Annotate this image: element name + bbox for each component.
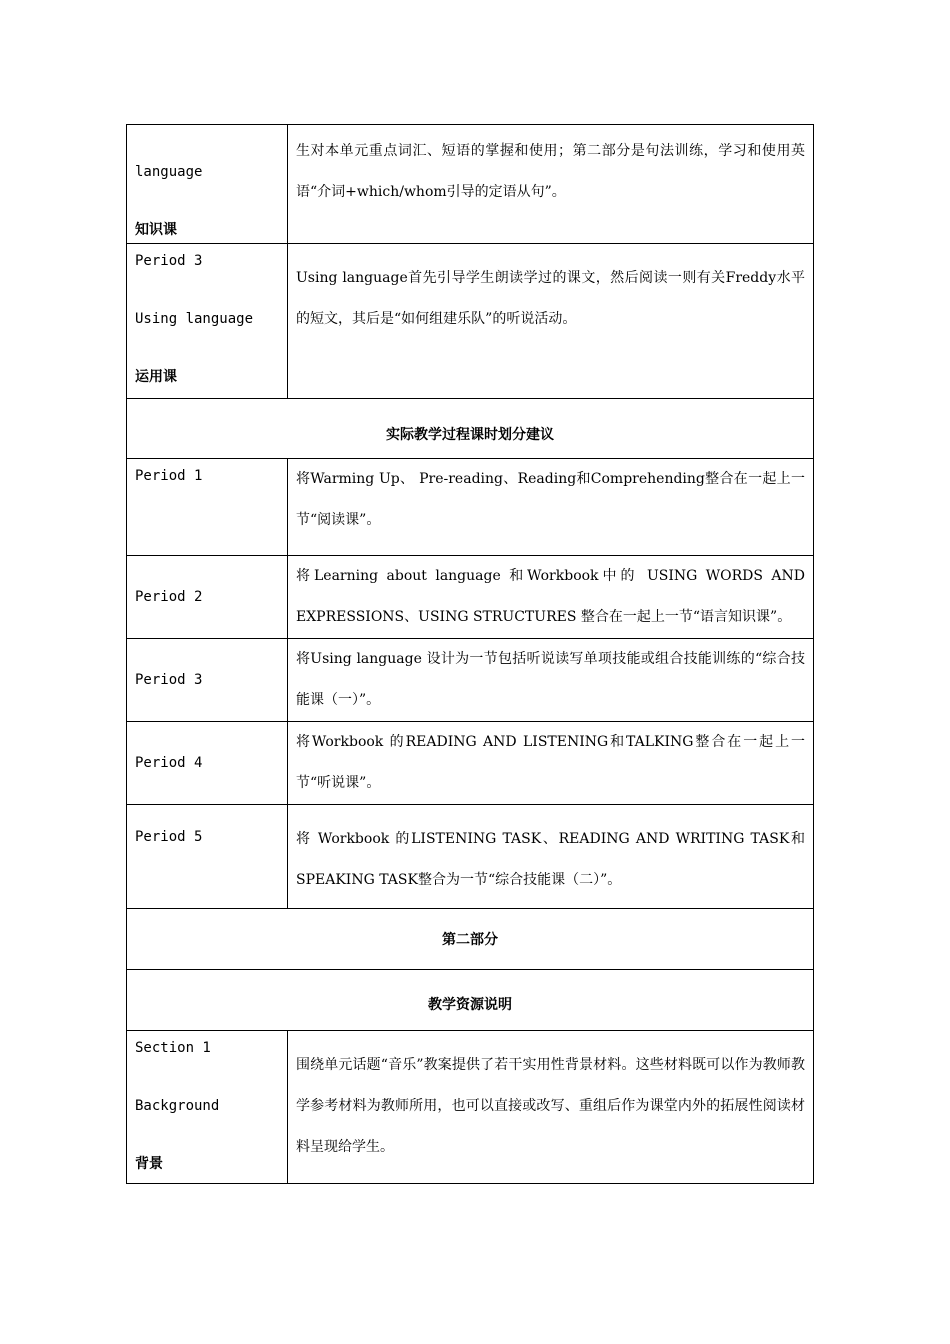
row-label-line: 知识课 bbox=[135, 222, 177, 238]
period-text: 将Learning about language 和Workbook中的 USING WORDS AND EXPRESSIONS、USING STRUCTURES 整合在一起上一节“语言知识课”。 bbox=[296, 568, 805, 625]
row-label-line: Section 1 bbox=[135, 1040, 211, 1056]
period-label-cell bbox=[127, 556, 288, 639]
table-row bbox=[127, 244, 814, 399]
period-text: 将Warming Up、 Pre-reading、Reading和Comprehending整合在一起上一节“阅读课”。 bbox=[296, 471, 805, 528]
row-label-cell bbox=[127, 244, 288, 399]
period-text: 将Workbook 的READING AND LISTENING和TALKING整合在一起上一节“听说课”。 bbox=[296, 734, 805, 791]
row-label-line: Period 3 bbox=[135, 253, 203, 269]
table-row bbox=[127, 722, 814, 805]
row-text-cell bbox=[288, 125, 814, 244]
period-label-cell bbox=[127, 805, 288, 909]
row-label-cell bbox=[127, 125, 288, 244]
period-text: 将Using language 设计为一节包括听说读写单项技能或组合技能训练的“综合技能课（一）”。 bbox=[296, 651, 805, 708]
period-label-cell bbox=[127, 722, 288, 805]
period-label-cell bbox=[127, 459, 288, 556]
period-label: Period 2 bbox=[135, 589, 203, 605]
row-label-line: 背景 bbox=[135, 1156, 163, 1172]
period-text-cell bbox=[288, 805, 814, 909]
table-row bbox=[127, 909, 814, 970]
table-row bbox=[127, 399, 814, 459]
table-row bbox=[127, 1031, 814, 1184]
row-text: 围绕单元话题“音乐”教案提供了若干实用性背景材料。这些材料既可以作为教师教学参考材料为教师所用，也可以直接或改写、重组后作为课堂内外的拓展性阅读材料呈现给学生。 bbox=[296, 1057, 805, 1155]
row-label-line: Background bbox=[135, 1098, 220, 1114]
period-text: 将 Workbook 的LISTENING TASK、READING AND WRITING TASK和SPEAKING TASK整合为一节“综合技能课（二）”。 bbox=[296, 831, 805, 888]
period-label-cell bbox=[127, 639, 288, 722]
row-label-line: 运用课 bbox=[135, 369, 177, 385]
table-row bbox=[127, 556, 814, 639]
row-text-cell bbox=[288, 1031, 814, 1184]
period-label: Period 5 bbox=[135, 829, 203, 845]
lesson-plan-table bbox=[126, 124, 814, 1184]
period-label: Period 1 bbox=[135, 468, 203, 484]
row-text: 生对本单元重点词汇、短语的掌握和使用；第二部分是句法训练，学习和使用英语“介词+which/whom引导的定语从句”。 bbox=[296, 143, 805, 200]
part-heading: 第二部分 bbox=[127, 909, 814, 970]
row-label-line: language bbox=[135, 164, 203, 180]
period-text-cell bbox=[288, 556, 814, 639]
period-text-cell bbox=[288, 459, 814, 556]
period-text-cell bbox=[288, 722, 814, 805]
table-row bbox=[127, 970, 814, 1031]
table-row bbox=[127, 805, 814, 909]
table-row bbox=[127, 125, 814, 244]
period-label: Period 4 bbox=[135, 755, 203, 771]
document-page bbox=[126, 124, 814, 1184]
table-row bbox=[127, 459, 814, 556]
period-label: Period 3 bbox=[135, 672, 203, 688]
section-heading: 实际教学过程课时划分建议 bbox=[127, 399, 814, 459]
row-text: Using language首先引导学生朗读学过的课文，然后阅读一则有关Freddy水平的短文，其后是“如何组建乐队”的听说活动。 bbox=[296, 270, 805, 327]
row-label-line: Using language bbox=[135, 311, 254, 327]
row-label-cell bbox=[127, 1031, 288, 1184]
section-heading: 教学资源说明 bbox=[127, 970, 814, 1031]
row-text-cell bbox=[288, 244, 814, 399]
table-row bbox=[127, 639, 814, 722]
period-text-cell bbox=[288, 639, 814, 722]
